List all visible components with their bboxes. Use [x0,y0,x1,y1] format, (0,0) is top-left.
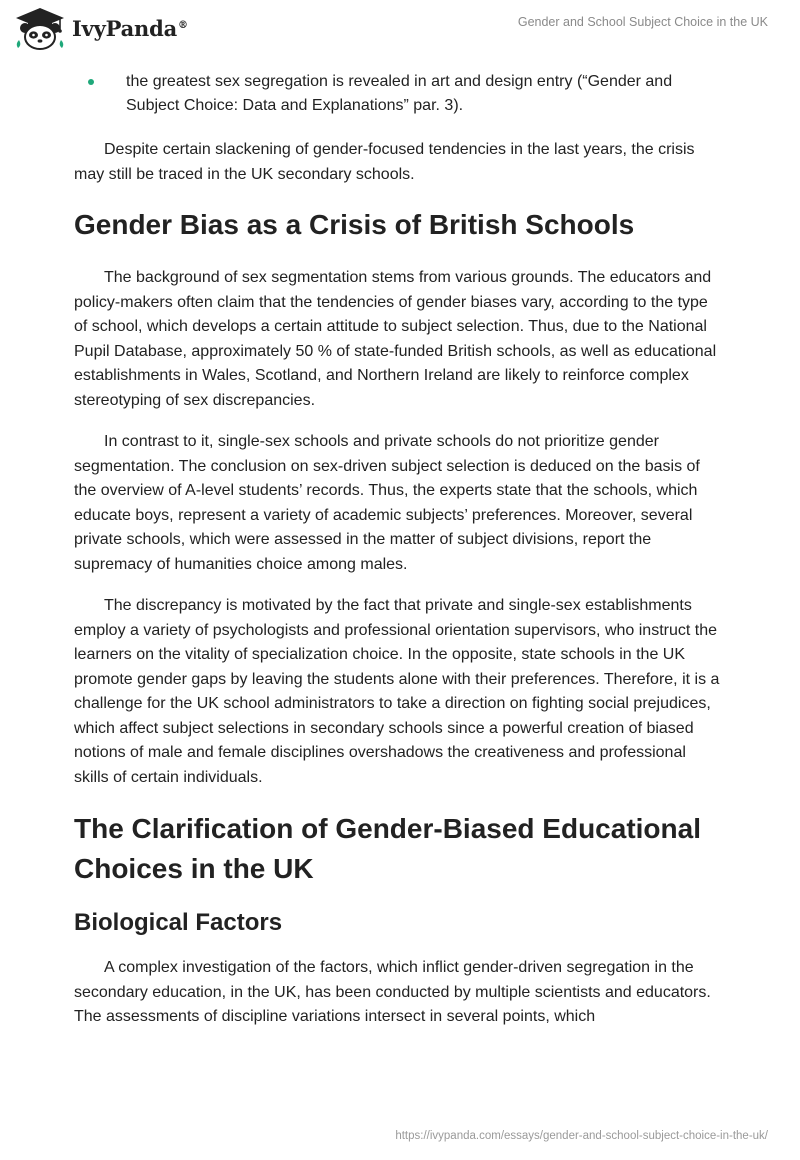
page-header [0,0,800,60]
registered-mark: ® [178,19,188,31]
ivypanda-logo[interactable] [14,6,188,50]
document-title: Gender and School Subject Choice in the UK [517,15,768,29]
section-heading: Gender Bias as a Crisis of British Schools [74,209,635,240]
paragraph: The background of sex segmentation stems from various grounds. The educators and policy-makers often claim that the tendencies of gender biases vary, according to the type of school, which develops a certain attitude to subject selection. Thus, due to the National Pupil Database, approximately 50 % of state-funded British schools, as well as educational establishments in Wales, Scotland, and Northern Ireland are likely to reinforce complex stereotyping of sex discrepancies. [74,269,717,409]
panda-graduate-icon [14,6,66,50]
subsection-heading: Biological Factors [74,909,283,936]
bullet-list [74,70,724,118]
essay-content [74,70,724,1030]
paragraph: The discrepancy is motivated by the fact that private and single-sex establishments employ a variety of psychologists and professional orientation supervisors, who instruct the learners on the vitality of specialization choice. In the opposite, state schools in the UK promote gender gaps by leaving the students alone with their preferences. Therefore, it is a challenge for the UK school administrators to take a direction on fighting social prejudices, which affect subject selections in secondary schools since a powerful creation of biased notions of male and female disciplines overshadows the creativeness and professional skills of certain individuals. [74,597,720,786]
paragraph: Despite certain slackening of gender-focused tendencies in the last years, the crisis may still be traced in the UK secondary schools. [74,141,695,183]
bullet-item [74,70,724,118]
section-heading: The Clarification of Gender-Biased Educational Choices in the UK [74,813,701,884]
bullet-dot-icon [88,79,94,85]
paragraph: In contrast to it, single-sex schools and private schools do not prioritize gender segmentation. The conclusion on sex-driven subject selection is deduced on the basis of the overview of A-level students’ records. Thus, the experts state that the schools, which educate boys, represent a variety of academic subjects’ preferences. Moreover, several private schools, which were assessed in the matter of subject divisions, report the supremacy of humanities choice among males. [74,433,700,573]
bullet-text: the greatest sex segregation is revealed in art and design entry (“Gender and Subject Choice: Data and Explanations” par. 3). [126,73,673,114]
paragraph: A complex investigation of the factors, which inflict gender-driven segregation in the secondary education, in the UK, has been conducted by multiple scientists and educators. The assessments of discipline variations intersect in several points, which [74,959,711,1025]
brand-name: IvyPanda® [72,15,188,41]
source-url[interactable]: https://ivypanda.com/essays/gender-and-school-subject-choice-in-the-uk/ [395,1130,768,1142]
